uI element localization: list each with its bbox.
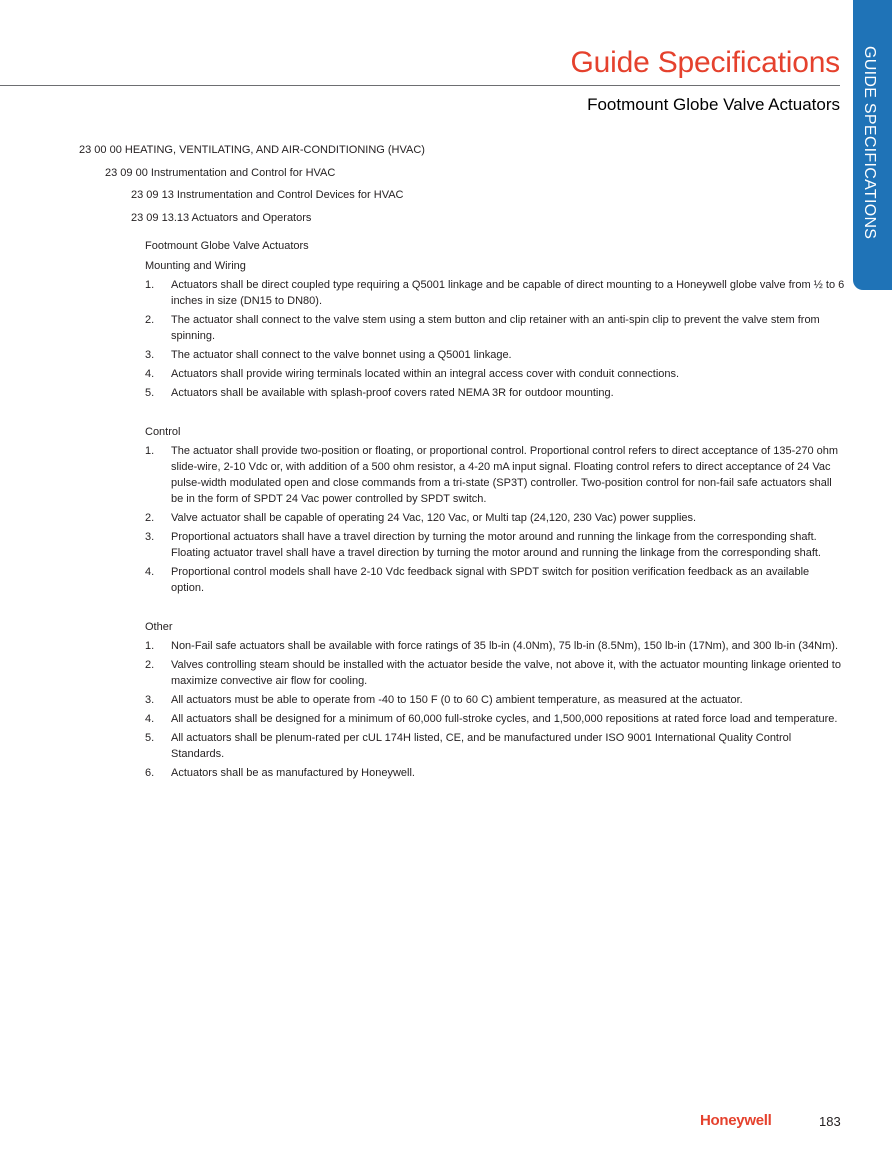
section-heading-23-09-13: 23 09 13 Instrumentation and Control Devices for HVAC xyxy=(131,189,404,201)
list-item xyxy=(145,529,845,561)
list-item-number: 3. xyxy=(145,349,155,361)
list-item-text: Proportional control models shall have 2-10 Vdc feedback signal with SPDT switch for position verification feedback as an available option. xyxy=(171,566,810,594)
side-tab-label: GUIDE SPECIFICATIONS xyxy=(861,46,878,240)
mounting-list xyxy=(145,277,845,401)
page-subtitle: Footmount Globe Valve Actuators xyxy=(587,95,840,114)
control-title: Control xyxy=(145,426,181,438)
list-item xyxy=(145,312,845,344)
other-block xyxy=(145,619,845,784)
list-item-number: 1. xyxy=(145,279,155,291)
list-item-number: 4. xyxy=(145,368,155,380)
list-item xyxy=(145,277,845,309)
list-item-text: Actuators shall provide wiring terminals located within an integral access cover with conduit connections. xyxy=(171,368,680,380)
list-item-number: 4. xyxy=(145,713,155,725)
list-item-text: All actuators shall be designed for a minimum of 60,000 full-stroke cycles, and 1,500,000 repositions at rated force load and temperature. xyxy=(171,713,838,725)
control-list xyxy=(145,443,845,596)
control-block xyxy=(145,424,845,599)
list-item-number: 2. xyxy=(145,512,155,524)
list-item xyxy=(145,730,845,762)
section-heading-23-00-00: 23 00 00 HEATING, VENTILATING, AND AIR-CONDITIONING (HVAC) xyxy=(79,144,425,156)
list-item-text: Actuators shall be as manufactured by Honeywell. xyxy=(171,767,415,779)
list-item xyxy=(145,366,845,382)
list-item-number: 3. xyxy=(145,694,155,706)
honeywell-logo: Honeywell xyxy=(700,1112,772,1129)
list-item-text: Actuators shall be available with splash-proof covers rated NEMA 3R for outdoor mounting. xyxy=(171,387,614,399)
product-name: Footmount Globe Valve Actuators xyxy=(145,240,309,252)
list-item xyxy=(145,510,845,526)
list-item xyxy=(145,638,845,654)
list-item-number: 4. xyxy=(145,566,155,578)
list-item xyxy=(145,765,845,781)
header-divider xyxy=(0,85,840,86)
list-item-text: Proportional actuators shall have a travel direction by turning the motor around and running the linkage from the corresponding shaft. Floating actuator travel shall have a travel direction by turning the motor around and running the linkage from the corresponding shaft. xyxy=(171,531,821,559)
other-title: Other xyxy=(145,621,173,633)
list-item-text: Non-Fail safe actuators shall be available with force ratings of 35 lb-in (4.0Nm), 75 lb-in (8.5Nm), 150 lb-in (17Nm), and 300 lb-in (34Nm). xyxy=(171,640,839,652)
list-item xyxy=(145,692,845,708)
list-item-number: 2. xyxy=(145,314,155,326)
section-heading-23-09-00: 23 09 00 Instrumentation and Control for HVAC xyxy=(105,167,336,179)
list-item xyxy=(145,443,845,507)
other-list xyxy=(145,638,845,781)
list-item-number: 6. xyxy=(145,767,155,779)
list-item-text: All actuators shall be plenum-rated per cUL 174H listed, CE, and be manufactured under ISO 9001 International Quality Control Standards. xyxy=(171,732,792,760)
list-item-number: 3. xyxy=(145,531,155,543)
mounting-block xyxy=(145,238,845,404)
list-item xyxy=(145,564,845,596)
list-item-text: Valves controlling steam should be installed with the actuator beside the valve, not above it, with the actuator mounting linkage oriented to maximize convective air flow for cooling. xyxy=(171,659,841,687)
list-item-text: All actuators must be able to operate from -40 to 150 F (0 to 60 C) ambient temperature, as measured at the actuator. xyxy=(171,694,743,706)
page-number: 183 xyxy=(819,1114,841,1129)
section-heading-23-09-13-13: 23 09 13.13 Actuators and Operators xyxy=(131,212,312,224)
list-item-number: 1. xyxy=(145,640,155,652)
list-item-text: The actuator shall connect to the valve stem using a stem button and clip retainer with an anti-spin clip to prevent the valve stem from spinning. xyxy=(171,314,820,342)
page-title: Guide Specifications xyxy=(570,46,840,79)
list-item-text: Valve actuator shall be capable of operating 24 Vac, 120 Vac, or Multi tap (24,120, 230 Vac) power supplies. xyxy=(171,512,697,524)
list-item-text: The actuator shall connect to the valve bonnet using a Q5001 linkage. xyxy=(171,349,512,361)
list-item-text: The actuator shall provide two-position or floating, or proportional control. Proportional control refers to direct acceptance of 135-270 ohm slide-wire, 2-10 Vdc or, with addition of a 500 ohm resistor, a 4-20 mA input signal. Floating control refers to direct acceptance of 24 Vac pulse-width modulated open and close commands from a tri-state (SP3T) controller. Two-position control for non-fail safe actuators shall be in the form of SPDT 24 Vac power controlled by SPDT switch. xyxy=(171,445,839,505)
mounting-title: Mounting and Wiring xyxy=(145,260,246,272)
list-item xyxy=(145,711,845,727)
list-item-number: 5. xyxy=(145,387,155,399)
list-item-text: Actuators shall be direct coupled type requiring a Q5001 linkage and be capable of direct mounting to a Honeywell globe valve from ½ to 6 inches in size (DN15 to DN80). xyxy=(171,279,845,307)
list-item-number: 1. xyxy=(145,445,155,457)
list-item xyxy=(145,657,845,689)
list-item xyxy=(145,347,845,363)
list-item-number: 2. xyxy=(145,659,155,671)
list-item xyxy=(145,385,845,401)
list-item-number: 5. xyxy=(145,732,155,744)
